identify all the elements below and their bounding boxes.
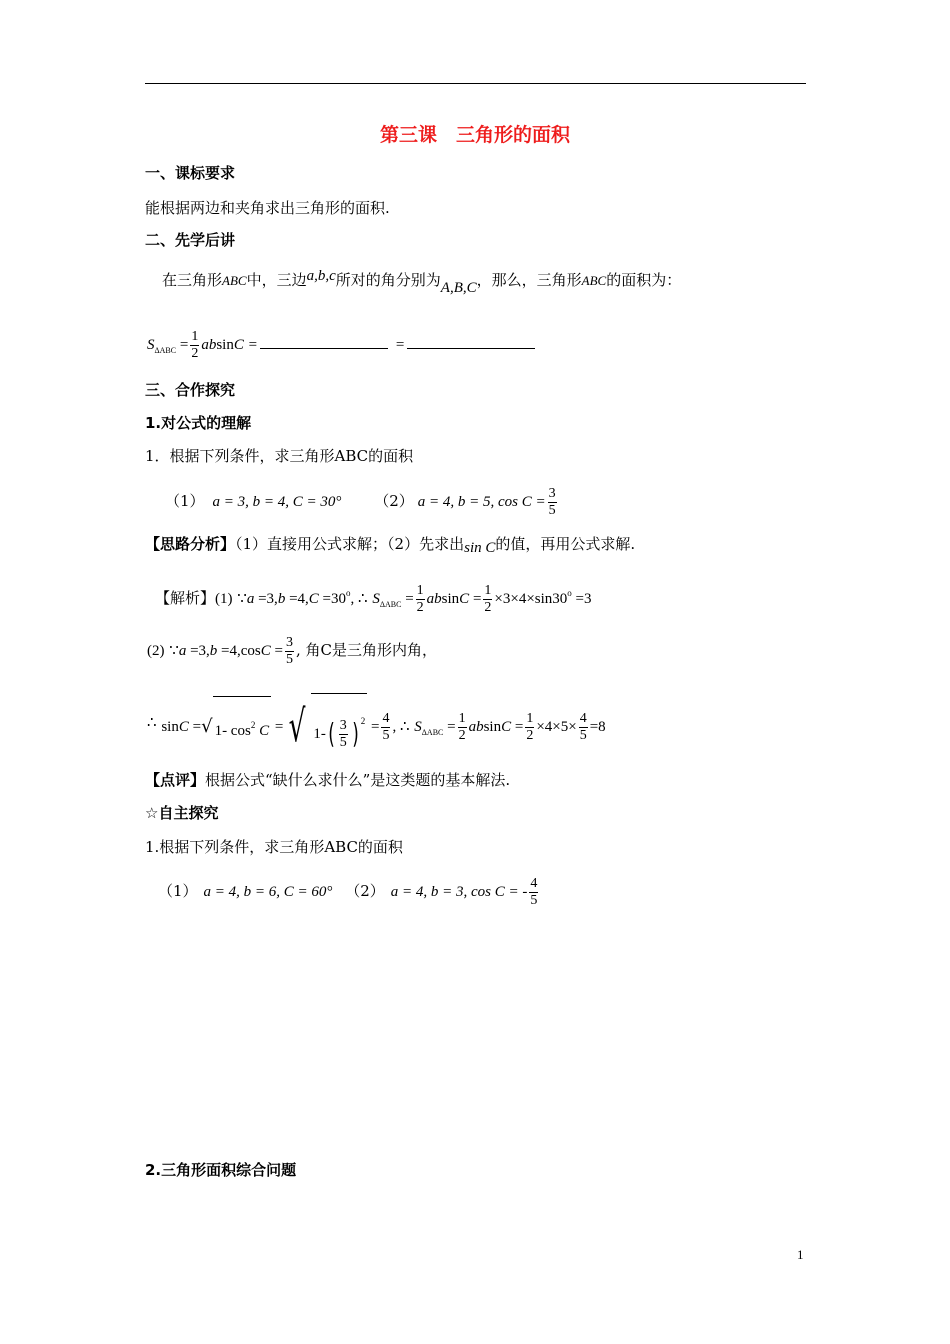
section-1-heading: 一、课标要求 bbox=[145, 164, 236, 182]
subsection-comprehensive: 2.三角形面积综合问题 bbox=[145, 1161, 297, 1179]
comment: 【点评】根据公式“缺什么求什么”是这类题的基本解法. bbox=[145, 771, 511, 789]
header-rule bbox=[145, 83, 806, 84]
question-1: 1．根据下列条件，求三角形ABC的面积 bbox=[145, 447, 414, 465]
page-title: 第三课 三角形的面积 bbox=[379, 124, 570, 146]
page-number: 1 bbox=[797, 1247, 804, 1262]
solution-part-2: (2) ∵a =3,b =4,cosC = $\frac{3}{5}$ , 角C是三角形内角， bbox=[147, 634, 438, 667]
formula-blank-1[interactable] bbox=[260, 334, 388, 349]
question-2-conditions: （1） a = 4, b = 6, C = 60° （2） a = 4, b = 3, cos C = - $\frac{4}{5}$ bbox=[158, 875, 538, 908]
area-formula: $S_{\Delta ABC}$ = $\frac{1}{2}$ absinC = = bbox=[147, 326, 538, 369]
section-2-intro: 在三角形ABC中，三边a,b,c所对的角分别为A,B,C，那么，三角形ABC的面积为： bbox=[162, 268, 682, 296]
idea-analysis: 【思路分析】（1）直接用公式求解；（2）先求出sin C的值，再用公式求解. bbox=[145, 535, 636, 556]
question-2: 1.根据下列条件，求三角形ABC的面积 bbox=[145, 838, 403, 856]
section-2-heading: 二、先学后讲 bbox=[145, 231, 236, 249]
self-study-heading: ☆自主探究 bbox=[145, 804, 219, 822]
formula-blank-2[interactable] bbox=[407, 334, 535, 349]
section-3-heading: 三、合作探究 bbox=[145, 381, 236, 399]
section-1-text: 能根据两边和夹角求出三角形的面积. bbox=[145, 199, 390, 217]
solution-part-1: 【解析】(1) ∵a $=3,b =4,C =30^o$, ∴ $S_{\Delta ABC}$ = $\frac{1}{2}$ absinC = $\frac{1}{2}$ $\times 3\times 4\times\sin 30^o =3$ bbox=[155, 582, 592, 615]
solution-part-2-calc: ∴ sinC =√ 1- $\cos^2 C$ = √ 1-( $\frac{3}{5}$ ) $^2$ = $\frac{4}{5}$ , ∴ $S_{\Delta ABC}$ = $\frac{1}{2}$ absinC = $\frac{1}{2}$ ×4×5× $\frac{4}{5}$ =8 bbox=[147, 693, 606, 761]
subsection-formula-understanding: 1.对公式的理解 bbox=[145, 414, 252, 432]
question-1-conditions: （1） a = 3, b = 4, C = 30° （2） a = 4, b = 5, cos C = $\frac{3}{5}$ bbox=[165, 485, 556, 518]
